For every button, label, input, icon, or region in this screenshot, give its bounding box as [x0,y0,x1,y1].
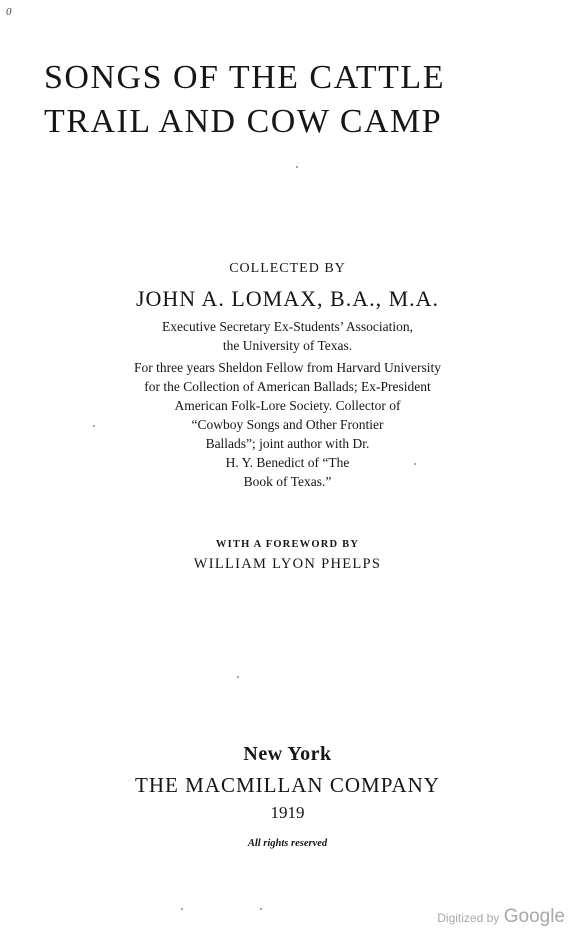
foreword-label: WITH A FOREWORD BY [215,539,360,550]
description-line: for the Collection of American Ballads; Ex-President [144,379,431,394]
book-title-line-1: SONGS OF THE CATTLE [44,59,445,96]
paper-speck [237,676,239,678]
author-name: JOHN A. LOMAX, B.A., M.A. [135,286,440,311]
publication-year: 1919 [270,803,305,822]
book-title-line-2: TRAIL AND COW CAMP [44,103,443,140]
description-line: For three years Sheldon Fellow from Harvard University [133,360,442,375]
description-line: American Folk-Lore Society. Collector of [174,398,401,413]
description-line: the University of Texas. [222,338,353,353]
paper-speck [181,908,183,910]
publisher-name: THE MACMILLAN COMPANY [135,773,440,797]
description-line: “Cowboy Songs and Other Frontier [191,417,384,432]
watermark-brand: Google [503,906,565,927]
paper-speck [414,463,416,465]
publication-place: New York [243,743,332,765]
rights-notice: All rights reserved [247,838,328,849]
description-line: Book of Texas.” [243,474,332,489]
author-affiliation [0,317,575,355]
page-corner-mark: 0 [6,6,12,18]
foreword-author: WILLIAM LYON PHELPS [193,556,382,572]
collected-by-label: COLLECTED BY [229,261,346,276]
description-line: Ballads”; joint author with Dr. [205,436,370,451]
book-title [44,56,544,144]
paper-speck [260,908,262,910]
watermark-prefix: Digitized by [437,911,500,925]
paper-speck [93,425,95,427]
paper-speck [296,166,298,168]
description-line: Executive Secretary Ex-Students’ Association, [162,319,413,334]
digitization-watermark [437,906,565,928]
description-line: H. Y. Benedict of “The [225,455,350,470]
author-credentials [0,358,575,491]
